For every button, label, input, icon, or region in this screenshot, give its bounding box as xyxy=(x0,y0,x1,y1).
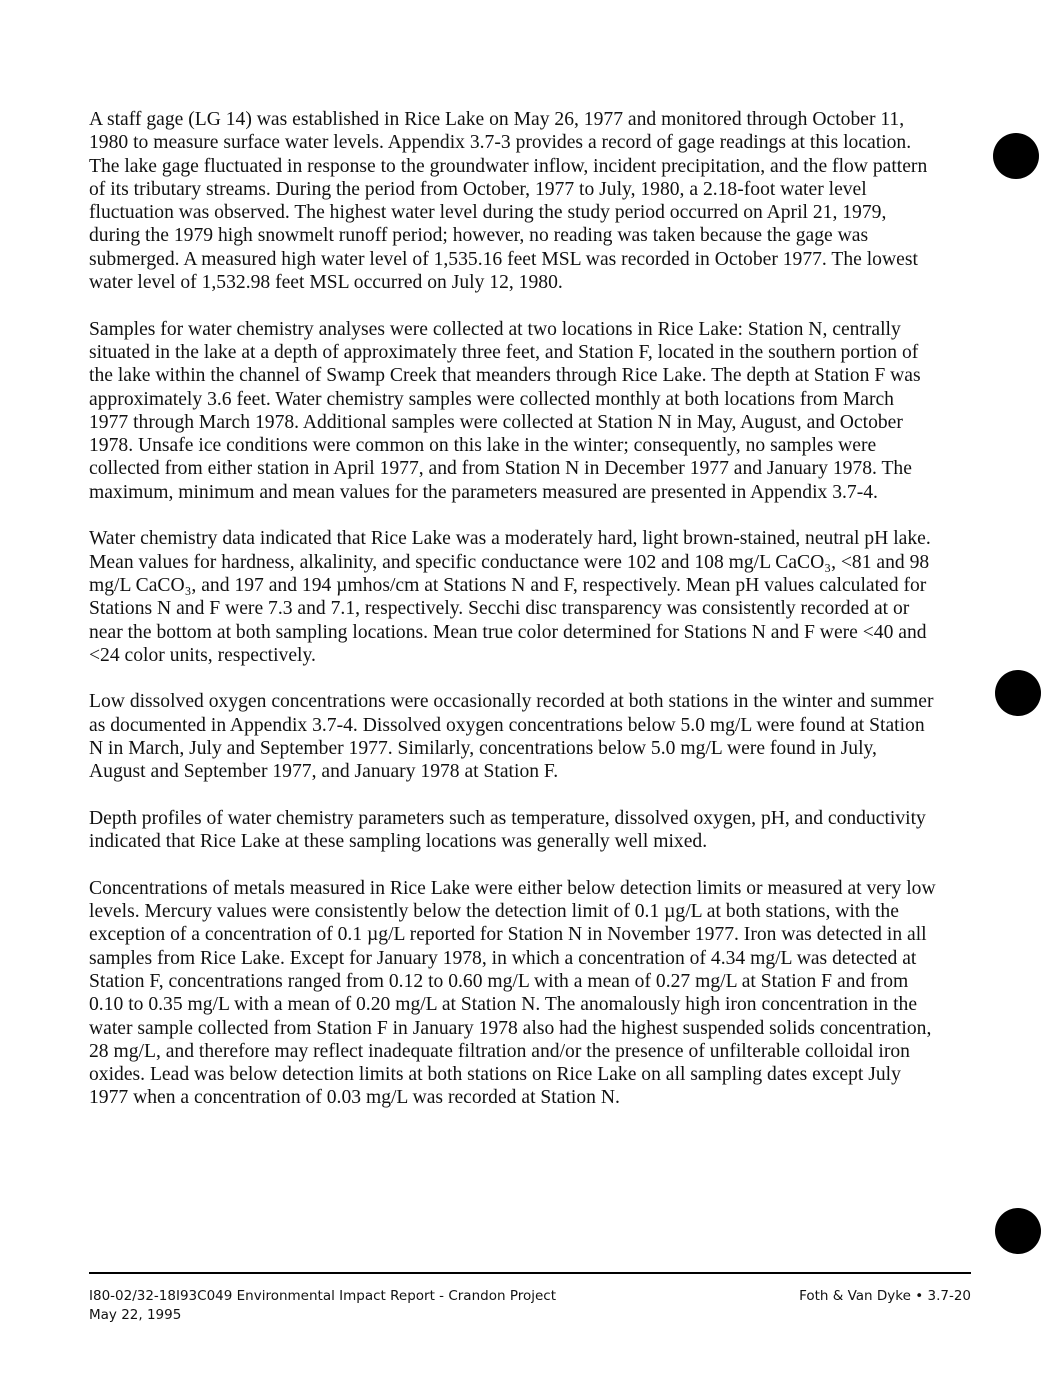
paragraph-water-chemistry: Water chemistry data indicated that Rice Lake was a moderately hard, light brown-stained, neutral pH lake. Mean values for hardness, alkalinity, and specific conductance were 102 and 108 mg/L CaCO₃, <81 and 98 mg/L CaCO₃, and 197 and 194 µmhos/cm at Stations N and F, respectively. Mean pH values calculated for Stations N and F were 7.3 and 7.1, respectively. Secchi disc transparency was consistently recorded at or near the bottom at both sampling locations. Mean true color determined for Stations N and F were <40 and <24 color units, respectively. xyxy=(89,528,931,666)
paragraph-depth-profiles: Depth profiles of water chemistry parameters such as temperature, dissolved oxygen, pH, and conductivity indicated that Rice Lake at these sampling locations was generally well mixed. xyxy=(89,807,926,853)
document-body xyxy=(89,108,937,1133)
footer-page-ref: Foth & Van Dyke • 3.7-20 xyxy=(799,1288,971,1304)
paragraph-dissolved-oxygen: Low dissolved oxygen concentrations were occasionally recorded at both stations in the winter and summer as documented in Appendix 3.7-4. Dissolved oxygen concentrations below 5.0 mg/L were found at Station N in March, July and September 1977. Similarly, concentrations below 5.0 mg/L were found in July, August and September 1977, and January 1978 at Station F. xyxy=(89,691,934,783)
footer-left xyxy=(89,1287,556,1325)
paragraph-staff-gage: A staff gage (LG 14) was established in Rice Lake on May 26, 1977 and monitored through October 11, 1980 to measure surface water levels. Appendix 3.7-3 provides a record of gage readings at this location. The lake gage fluctuated in response to the groundwater inflow, incident precipitation, and the flow pattern of its tributary streams. During the period from October, 1977 to July, 1980, a 2.18-foot water level fluctuation was observed. The highest water level during the study period occurred on April 21, 1979, during the 1979 high snowmelt runoff period; however, no reading was taken because the gage was submerged. A measured high water level of 1,535.16 feet MSL was recorded in October 1977. The lowest water level of 1,532.98 feet MSL occurred on July 12, 1980. xyxy=(89,109,928,294)
punch-hole-bottom xyxy=(995,1208,1041,1254)
paragraph-sampling-locations: Samples for water chemistry analyses were collected at two locations in Rice Lake: Station N, centrally situated in the lake at a depth of approximately three feet, and Station F, located in the southern portion of the lake within the channel of Swamp Creek that meanders through Rice Lake. The depth at Station F was approximately 3.6 feet. Water chemistry samples were collected monthly at both locations from March 1977 through March 1978. Additional samples were collected at Station N in May, August, and October 1978. Unsafe ice conditions were common on this lake in the winter; consequently, no samples were collected from either station in April 1977, and from Station N in December 1977 and January 1978. The maximum, minimum and mean values for the parameters measured are presented in Appendix 3.7-4. xyxy=(89,318,921,503)
footer-rule xyxy=(89,1272,971,1274)
footer-date: May 22, 1995 xyxy=(89,1307,182,1323)
footer-right xyxy=(775,1287,971,1306)
footer-doc-title: I80-02/32-18I93C049 Environmental Impact Report - Crandon Project xyxy=(89,1288,557,1304)
punch-hole-middle xyxy=(995,670,1041,716)
paragraph-metals: Concentrations of metals measured in Rice Lake were either below detection limits or measured at very low levels. Mercury values were consistently below the detection limit of 0.1 µg/L at both stations, with the exception of a concentration of 0.1 µg/L reported for Station N in November 1977. Iron was detected in all samples from Rice Lake. Except for January 1978, in which a concentration of 4.34 mg/L was detected at Station F, concentrations ranged from 0.12 to 0.60 mg/L with a mean of 0.27 mg/L at Station F and from 0.10 to 0.35 mg/L with a mean of 0.20 mg/L at Station N. The anomalously high iron concentration in the water sample collected from Station F in January 1978 also had the highest suspended solids concentration, 28 mg/L, and therefore may reflect inadequate filtration and/or the presence of unfilterable colloidal iron oxides. Lead was below detection limits at both stations on Rice Lake on all sampling dates except July 1977 when a concentration of 0.03 mg/L was recorded at Station N. xyxy=(89,877,936,1109)
punch-hole-top xyxy=(993,133,1039,179)
